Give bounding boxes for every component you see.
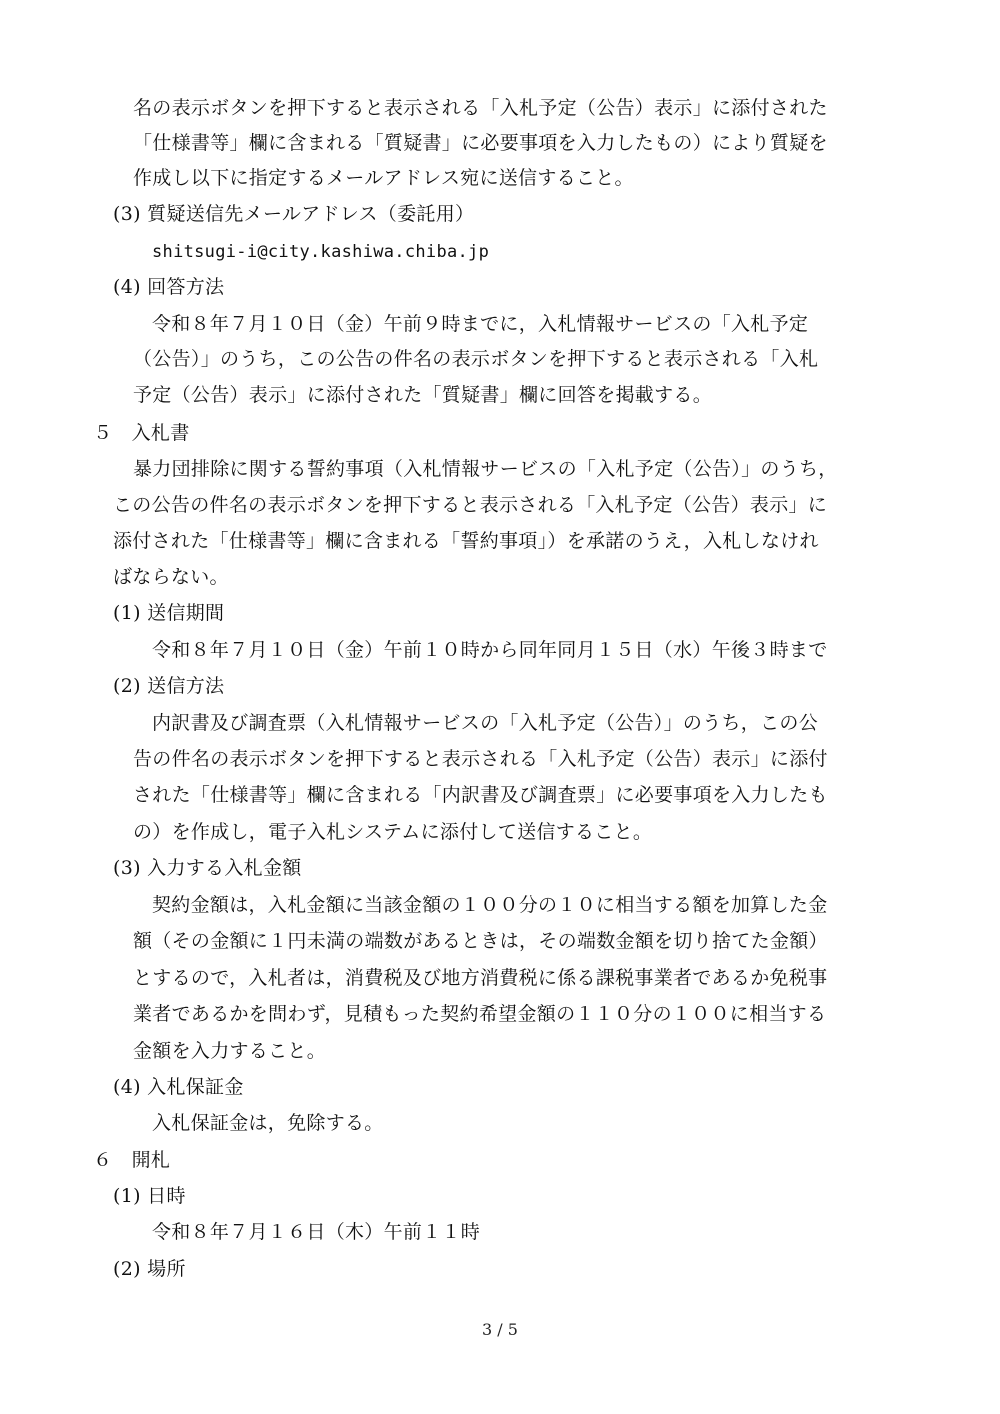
text-line: この公告の件名の表示ボタンを押下すると表示される「入札予定（公告）表示」に (113, 494, 828, 516)
section-heading: (2) 場所 (113, 1258, 186, 1280)
text-line: の）を作成し，電子入札システムに添付して送信すること。 (133, 821, 653, 843)
text-line: 予定（公告）表示」に添付された「質疑書」欄に回答を掲載する。 (133, 384, 713, 406)
section-heading: (1) 日時 (113, 1185, 186, 1207)
section-heading: (4) 回答方法 (113, 276, 225, 298)
section-heading: (3) 質疑送信先メールアドレス（委託用） (113, 203, 475, 225)
text-line: 令和８年７月１６日（木）午前１１時 (152, 1221, 481, 1243)
text-line: とするので，入札者は，消費税及び地方消費税に係る課税事業者であるか免税事 (133, 967, 828, 989)
text-line: 名の表示ボタンを押下すると表示される「入札予定（公告）表示」に添付された (133, 97, 828, 119)
section-heading: (2) 送信方法 (113, 675, 225, 697)
text-line: 令和８年７月１０日（金）午前１０時から同年同月１５日（水）午後３時まで (152, 639, 828, 661)
text-line: 作成し以下に指定するメールアドレス宛に送信すること。 (133, 167, 634, 189)
section-heading: (3) 入力する入札金額 (113, 857, 302, 879)
text-line: 業者であるかを問わず，見積もった契約希望金額の１１０分の１００に相当する (133, 1003, 827, 1025)
text-line: 暴力団排除に関する誓約事項（入札情報サービスの「入札予定（公告）」のうち， (133, 458, 838, 480)
text-line: 令和８年７月１０日（金）午前９時までに，入札情報サービスの「入札予定 (152, 313, 809, 335)
section-heading: (1) 送信期間 (113, 602, 225, 624)
email-address: shitsugi-i@city.kashiwa.chiba.jp (152, 242, 490, 262)
text-line: 内訳書及び調査票（入札情報サービスの「入札予定（公告）」のうち，この公 (152, 712, 819, 734)
page-number: 3 / 5 (482, 1320, 518, 1339)
text-line: 添付された「仕様書等」欄に含まれる「誓約事項」）を承諾のうえ，入札しなけれ (113, 530, 819, 552)
text-line: 「仕様書等」欄に含まれる「質疑書」に必要事項を入力したもの）により質疑を (133, 132, 828, 154)
text-line: された「仕様書等」欄に含まれる「内訳書及び調査票」に必要事項を入力したも (133, 784, 828, 806)
section-heading: ６ 開札 (93, 1149, 171, 1171)
text-line: 契約金額は，入札金額に当該金額の１００分の１０に相当する額を加算した金 (152, 894, 828, 916)
section-heading: ５ 入札書 (93, 422, 190, 444)
text-line: （公告）」のうち，この公告の件名の表示ボタンを押下すると表示される「入札 (133, 348, 819, 370)
section-heading: (4) 入札保証金 (113, 1076, 244, 1098)
text-line: 金額を入力すること。 (133, 1040, 327, 1062)
text-line: 額（その金額に１円未満の端数があるときは，その端数金額を切り捨てた金額） (133, 930, 828, 952)
text-line: 告の件名の表示ボタンを押下すると表示される「入札予定（公告）表示」に添付 (133, 748, 828, 770)
text-line: 入札保証金は，免除する。 (152, 1112, 384, 1134)
text-line: ばならない。 (113, 566, 229, 588)
